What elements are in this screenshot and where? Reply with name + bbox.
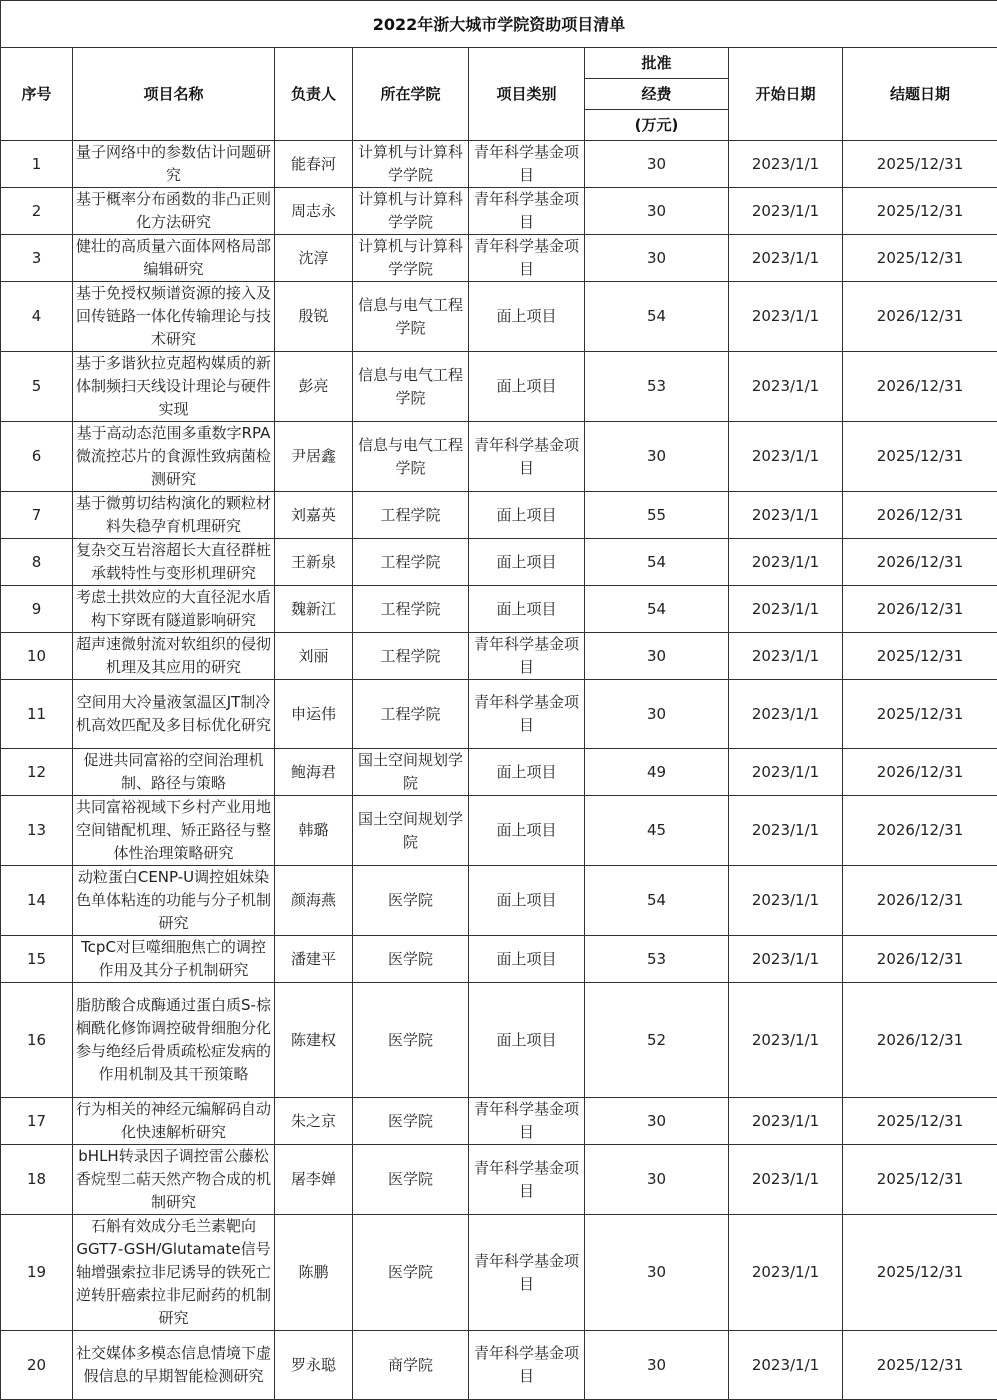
- cell-index: 10: [1, 633, 73, 680]
- cell-category: 面上项目: [469, 282, 585, 352]
- cell-end-date: 2025/12/31: [843, 188, 997, 235]
- cell-category: 青年科学基金项目: [469, 633, 585, 680]
- cell-index: 18: [1, 1145, 73, 1215]
- cell-index: 15: [1, 936, 73, 983]
- cell-leader: 刘丽: [275, 633, 353, 680]
- cell-category: 青年科学基金项目: [469, 1145, 585, 1215]
- cell-funding: 30: [585, 1098, 729, 1145]
- cell-funding: 30: [585, 188, 729, 235]
- cell-category: 面上项目: [469, 492, 585, 539]
- cell-end-date: 2026/12/31: [843, 796, 997, 866]
- cell-category: 面上项目: [469, 936, 585, 983]
- table-row: [1, 936, 997, 983]
- cell-funding: 54: [585, 539, 729, 586]
- cell-project-name: 石斛有效成分毛兰素靶向GGT7-GSH/Glutamate信号轴增强索拉非尼诱导的铁死亡逆转肝癌索拉非尼耐药的机制研究: [73, 1215, 275, 1331]
- cell-start-date: 2023/1/1: [729, 1145, 843, 1215]
- cell-funding: 55: [585, 492, 729, 539]
- cell-end-date: 2026/12/31: [843, 866, 997, 936]
- cell-funding: 52: [585, 983, 729, 1098]
- table-row: [1, 492, 997, 539]
- header-project-name: 项目名称: [73, 48, 275, 141]
- cell-leader: 刘嘉英: [275, 492, 353, 539]
- cell-project-name: 行为相关的神经元编解码自动化快速解析研究: [73, 1098, 275, 1145]
- cell-college: 工程学院: [353, 492, 469, 539]
- cell-project-name: 基于高动态范围多重数字RPA微流控芯片的食源性致病菌检测研究: [73, 422, 275, 492]
- cell-category: 青年科学基金项目: [469, 422, 585, 492]
- cell-start-date: 2023/1/1: [729, 141, 843, 188]
- cell-leader: 罗永聪: [275, 1331, 353, 1400]
- cell-funding: 30: [585, 235, 729, 282]
- table-body: [1, 141, 997, 1400]
- cell-college: 医学院: [353, 983, 469, 1098]
- header-category: 项目类别: [469, 48, 585, 141]
- cell-project-name: 共同富裕视域下乡村产业用地空间错配机理、矫正路径与整体性治理策略研究: [73, 796, 275, 866]
- table-row: [1, 235, 997, 282]
- cell-project-name: 考虑土拱效应的大直径泥水盾构下穿既有隧道影响研究: [73, 586, 275, 633]
- cell-category: 面上项目: [469, 539, 585, 586]
- cell-category: 青年科学基金项目: [469, 680, 585, 749]
- cell-college: 计算机与计算科学学院: [353, 188, 469, 235]
- table-row: [1, 749, 997, 796]
- table-row: [1, 539, 997, 586]
- table-row: [1, 586, 997, 633]
- cell-college: 医学院: [353, 936, 469, 983]
- cell-college: 医学院: [353, 866, 469, 936]
- cell-funding: 30: [585, 633, 729, 680]
- cell-leader: 陈鹏: [275, 1215, 353, 1331]
- header-college: 所在学院: [353, 48, 469, 141]
- cell-funding: 54: [585, 866, 729, 936]
- cell-project-name: 超声速微射流对软组织的侵彻机理及其应用的研究: [73, 633, 275, 680]
- cell-project-name: 动粒蛋白CENP-U调控姐妹染色单体粘连的功能与分子机制研究: [73, 866, 275, 936]
- cell-category: 青年科学基金项目: [469, 188, 585, 235]
- cell-funding: 53: [585, 936, 729, 983]
- header-end-date: 结题日期: [843, 48, 997, 141]
- table-row: [1, 866, 997, 936]
- cell-start-date: 2023/1/1: [729, 796, 843, 866]
- cell-leader: 颜海燕: [275, 866, 353, 936]
- cell-start-date: 2023/1/1: [729, 352, 843, 422]
- header-index: 序号: [1, 48, 73, 141]
- cell-start-date: 2023/1/1: [729, 586, 843, 633]
- cell-index: 8: [1, 539, 73, 586]
- cell-end-date: 2025/12/31: [843, 1145, 997, 1215]
- cell-index: 6: [1, 422, 73, 492]
- cell-start-date: 2023/1/1: [729, 633, 843, 680]
- cell-project-name: 脂肪酸合成酶通过蛋白质S-棕榈酰化修饰调控破骨细胞分化参与绝经后骨质疏松症发病的作用机制及其干预策略: [73, 983, 275, 1098]
- table-row: [1, 352, 997, 422]
- cell-leader: 朱之京: [275, 1098, 353, 1145]
- cell-end-date: 2026/12/31: [843, 586, 997, 633]
- table-row: [1, 983, 997, 1098]
- cell-start-date: 2023/1/1: [729, 539, 843, 586]
- cell-end-date: 2025/12/31: [843, 422, 997, 492]
- cell-index: 17: [1, 1098, 73, 1145]
- cell-end-date: 2026/12/31: [843, 539, 997, 586]
- cell-index: 2: [1, 188, 73, 235]
- cell-project-name: 空间用大冷量液氢温区JT制冷机高效匹配及多目标优化研究: [73, 680, 275, 749]
- cell-index: 5: [1, 352, 73, 422]
- cell-start-date: 2023/1/1: [729, 492, 843, 539]
- cell-category: 青年科学基金项目: [469, 1215, 585, 1331]
- cell-funding: 30: [585, 1331, 729, 1400]
- cell-project-name: 量子网络中的参数估计问题研究: [73, 141, 275, 188]
- cell-start-date: 2023/1/1: [729, 235, 843, 282]
- cell-index: 11: [1, 680, 73, 749]
- cell-category: 面上项目: [469, 983, 585, 1098]
- cell-start-date: 2023/1/1: [729, 983, 843, 1098]
- cell-college: 工程学院: [353, 680, 469, 749]
- cell-end-date: 2026/12/31: [843, 936, 997, 983]
- cell-index: 16: [1, 983, 73, 1098]
- cell-category: 面上项目: [469, 796, 585, 866]
- cell-category: 面上项目: [469, 586, 585, 633]
- cell-leader: 尹居鑫: [275, 422, 353, 492]
- cell-end-date: 2025/12/31: [843, 1215, 997, 1331]
- cell-leader: 周志永: [275, 188, 353, 235]
- cell-project-name: 基于微剪切结构演化的颗粒材料失稳孕育机理研究: [73, 492, 275, 539]
- header-funding-line1: 批准: [585, 48, 729, 79]
- cell-category: 面上项目: [469, 749, 585, 796]
- cell-funding: 54: [585, 282, 729, 352]
- table-row: [1, 1331, 997, 1400]
- cell-category: 青年科学基金项目: [469, 1331, 585, 1400]
- cell-end-date: 2025/12/31: [843, 680, 997, 749]
- header-start-date: 开始日期: [729, 48, 843, 141]
- cell-end-date: 2026/12/31: [843, 282, 997, 352]
- table-row: [1, 633, 997, 680]
- cell-college: 计算机与计算科学学院: [353, 235, 469, 282]
- cell-end-date: 2026/12/31: [843, 352, 997, 422]
- cell-project-name: 社交媒体多模态信息情境下虚假信息的早期智能检测研究: [73, 1331, 275, 1400]
- cell-leader: 鲍海君: [275, 749, 353, 796]
- cell-college: 信息与电气工程学院: [353, 282, 469, 352]
- cell-funding: 30: [585, 422, 729, 492]
- cell-category: 面上项目: [469, 866, 585, 936]
- cell-start-date: 2023/1/1: [729, 422, 843, 492]
- table-row: [1, 796, 997, 866]
- cell-index: 4: [1, 282, 73, 352]
- cell-college: 工程学院: [353, 633, 469, 680]
- cell-college: 医学院: [353, 1215, 469, 1331]
- cell-project-name: TcpC对巨噬细胞焦亡的调控作用及其分子机制研究: [73, 936, 275, 983]
- cell-end-date: 2026/12/31: [843, 749, 997, 796]
- cell-end-date: 2025/12/31: [843, 1331, 997, 1400]
- cell-category: 青年科学基金项目: [469, 235, 585, 282]
- cell-end-date: 2025/12/31: [843, 235, 997, 282]
- cell-funding: 30: [585, 141, 729, 188]
- cell-leader: 潘建平: [275, 936, 353, 983]
- header-funding-line2: 经费: [585, 79, 729, 110]
- cell-college: 工程学院: [353, 586, 469, 633]
- cell-leader: 王新泉: [275, 539, 353, 586]
- cell-end-date: 2025/12/31: [843, 633, 997, 680]
- header-leader: 负责人: [275, 48, 353, 141]
- cell-index: 14: [1, 866, 73, 936]
- cell-start-date: 2023/1/1: [729, 188, 843, 235]
- cell-leader: 能春河: [275, 141, 353, 188]
- cell-index: 9: [1, 586, 73, 633]
- table-title: 2022年浙大城市学院资助项目清单: [1, 1, 997, 48]
- cell-start-date: 2023/1/1: [729, 866, 843, 936]
- cell-leader: 陈建权: [275, 983, 353, 1098]
- cell-leader: 魏新江: [275, 586, 353, 633]
- cell-leader: 沈淳: [275, 235, 353, 282]
- cell-category: 青年科学基金项目: [469, 1098, 585, 1145]
- cell-index: 7: [1, 492, 73, 539]
- cell-index: 12: [1, 749, 73, 796]
- cell-leader: 殷锐: [275, 282, 353, 352]
- cell-start-date: 2023/1/1: [729, 680, 843, 749]
- cell-index: 1: [1, 141, 73, 188]
- cell-leader: 申运伟: [275, 680, 353, 749]
- cell-index: 3: [1, 235, 73, 282]
- cell-category: 面上项目: [469, 352, 585, 422]
- cell-funding: 30: [585, 1215, 729, 1331]
- cell-project-name: 促进共同富裕的空间治理机制、路径与策略: [73, 749, 275, 796]
- cell-start-date: 2023/1/1: [729, 1331, 843, 1400]
- cell-college: 计算机与计算科学学院: [353, 141, 469, 188]
- cell-college: 医学院: [353, 1145, 469, 1215]
- cell-leader: 韩璐: [275, 796, 353, 866]
- cell-funding: 45: [585, 796, 729, 866]
- cell-start-date: 2023/1/1: [729, 749, 843, 796]
- cell-funding: 30: [585, 680, 729, 749]
- cell-end-date: 2025/12/31: [843, 1098, 997, 1145]
- cell-college: 医学院: [353, 1098, 469, 1145]
- cell-project-name: 复杂交互岩溶超长大直径群桩承载特性与变形机理研究: [73, 539, 275, 586]
- cell-college: 信息与电气工程学院: [353, 422, 469, 492]
- table-row: [1, 1145, 997, 1215]
- table-row: [1, 141, 997, 188]
- table-row: [1, 1098, 997, 1145]
- cell-funding: 54: [585, 586, 729, 633]
- cell-end-date: 2026/12/31: [843, 983, 997, 1098]
- cell-college: 国土空间规划学院: [353, 796, 469, 866]
- cell-college: 国土空间规划学院: [353, 749, 469, 796]
- cell-funding: 49: [585, 749, 729, 796]
- cell-leader: 彭亮: [275, 352, 353, 422]
- table-row: [1, 1215, 997, 1331]
- cell-project-name: 健壮的高质量六面体网格局部编辑研究: [73, 235, 275, 282]
- cell-leader: 屠李婵: [275, 1145, 353, 1215]
- cell-project-name: bHLH转录因子调控雷公藤松香烷型二萜天然产物合成的机制研究: [73, 1145, 275, 1215]
- cell-college: 信息与电气工程学院: [353, 352, 469, 422]
- cell-index: 19: [1, 1215, 73, 1331]
- cell-project-name: 基于多谐狄拉克超构媒质的新体制频扫天线设计理论与硬件实现: [73, 352, 275, 422]
- cell-funding: 53: [585, 352, 729, 422]
- cell-index: 20: [1, 1331, 73, 1400]
- table-row: [1, 680, 997, 749]
- cell-category: 青年科学基金项目: [469, 141, 585, 188]
- cell-project-name: 基于概率分布函数的非凸正则化方法研究: [73, 188, 275, 235]
- cell-funding: 30: [585, 1145, 729, 1215]
- cell-start-date: 2023/1/1: [729, 1098, 843, 1145]
- table-row: [1, 188, 997, 235]
- cell-start-date: 2023/1/1: [729, 1215, 843, 1331]
- header-funding-line3: (万元): [585, 110, 729, 141]
- cell-end-date: 2025/12/31: [843, 141, 997, 188]
- cell-college: 工程学院: [353, 539, 469, 586]
- cell-start-date: 2023/1/1: [729, 282, 843, 352]
- cell-start-date: 2023/1/1: [729, 936, 843, 983]
- table-row: [1, 422, 997, 492]
- cell-end-date: 2026/12/31: [843, 492, 997, 539]
- cell-project-name: 基于免授权频谱资源的接入及回传链路一体化传输理论与技术研究: [73, 282, 275, 352]
- cell-index: 13: [1, 796, 73, 866]
- table-row: [1, 282, 997, 352]
- cell-college: 商学院: [353, 1331, 469, 1400]
